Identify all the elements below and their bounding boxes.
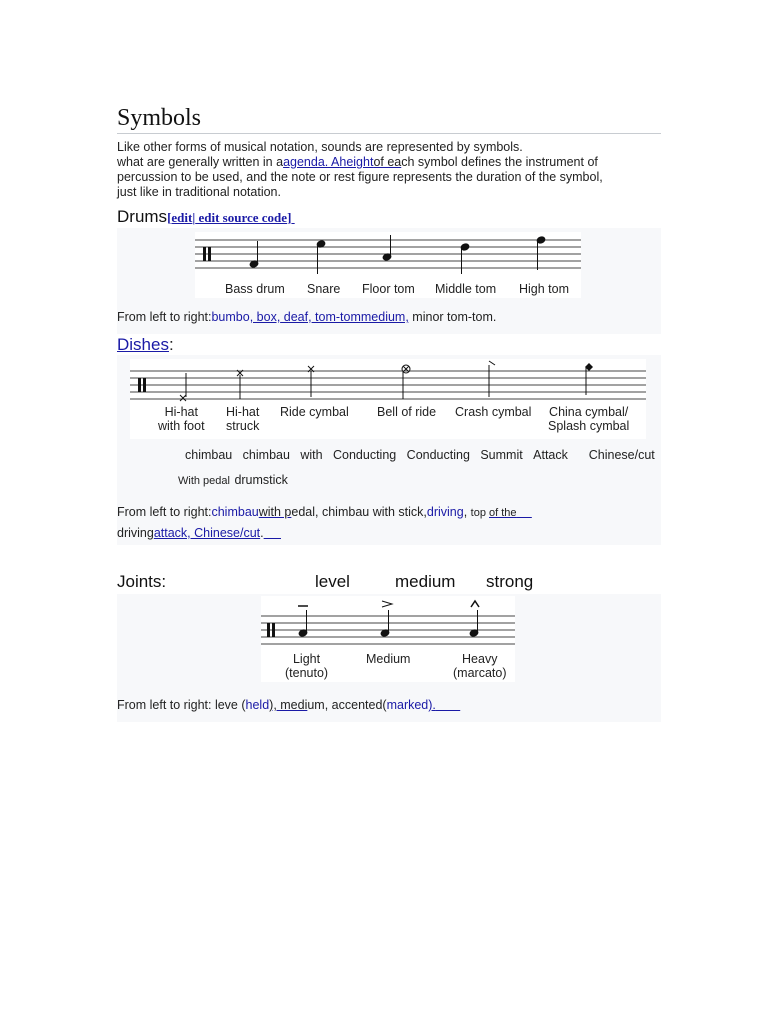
driving-link[interactable]: driving — [426, 505, 464, 519]
drum-label-high-tom: High tom — [519, 282, 570, 296]
joints-staff-image — [261, 596, 515, 682]
joint-label-light: Light (tenuto) — [285, 652, 329, 680]
height-link[interactable]: height — [339, 155, 374, 169]
edit-source-link[interactable]: edit source code — [195, 210, 288, 225]
joints-heading-text: Joints: — [117, 572, 167, 591]
dishes-translation-row-2: With pedal drumstick — [178, 473, 288, 487]
top-link[interactable]: of the — [489, 507, 517, 519]
drums-panel — [117, 228, 661, 334]
drum-label-floor-tom: Floor tom — [362, 282, 415, 296]
dish-label-ride: Ride cymbal — [280, 405, 349, 419]
intro-line-4: just like in traditional notation. — [117, 185, 281, 199]
accent-mark — [382, 601, 392, 607]
chimbau-link[interactable]: chimbau — [211, 505, 259, 519]
intro-line-1: Like other forms of musical notation, sounds are represented by symbols. — [117, 140, 523, 154]
deaf-link[interactable]: deaf, — [280, 310, 312, 324]
agenda-link[interactable]: agenda. A — [283, 155, 340, 169]
drum-label-middle-tom: Middle tom — [435, 282, 497, 296]
drum-label-snare: Snare — [307, 282, 341, 296]
attack-chinese-link[interactable]: attack, Chinese/cut — [153, 526, 261, 540]
drums-caption: From left to right:bumbo, box, deaf, tom-tommedium, minor tom-tom. — [117, 310, 497, 324]
title-rule — [117, 133, 661, 134]
box-link[interactable]: , box, — [249, 310, 281, 324]
intro-paragraph — [117, 140, 677, 200]
joints-heading-medium: medium — [395, 572, 456, 591]
dish-label-china: China cymbal/ Splash cymbal — [548, 405, 630, 433]
dish-label-hihat-foot: Hi-hat with foot — [158, 405, 205, 433]
dishes-translation-row: chimbau chimbau with Conducting Conducting Summit Attack Chinese/cut — [185, 448, 655, 462]
dishes-panel — [117, 355, 661, 545]
joints-panel — [117, 594, 661, 722]
drum-label-bass: Bass drum — [225, 282, 285, 296]
edit-link[interactable]: edit — [171, 210, 193, 225]
tom-tom-link[interactable]: tom-tom — [311, 310, 361, 324]
joint-label-medium: Medium — [366, 652, 411, 666]
dish-label-bell: Bell of ride — [377, 405, 437, 419]
joints-caption: From left to right: leve (held), medium, accented(marked). — [117, 698, 460, 713]
dish-label-hihat-struck: Hi-hat struck — [226, 405, 260, 433]
dish-label-crash: Crash cymbal — [455, 405, 532, 419]
marcato-mark — [471, 601, 479, 607]
drums-staff-image — [195, 232, 581, 298]
bumbo-link[interactable]: bumbo — [211, 310, 250, 324]
intro-line-3: percussion to be used, and the note or rest figure represents the duration of the symbol, — [117, 170, 603, 184]
joints-heading-strong: strong — [486, 572, 534, 591]
joints-heading — [117, 572, 661, 594]
dishes-heading: Dishes: — [117, 335, 174, 354]
dishes-caption: From left to right:chimbauwith pedal, chimbau with stick,driving, top of the drivingattack, Chinese/cut. — [117, 502, 657, 543]
with-pedal-link[interactable]: with p — [258, 505, 292, 519]
drums-heading-text: Drums — [117, 207, 168, 226]
each-link[interactable]: of ea — [373, 155, 402, 169]
page-title: Symbols — [117, 105, 202, 131]
held-link[interactable]: held — [245, 698, 270, 712]
joint-label-heavy: Heavy (marcato) — [453, 652, 507, 680]
intro-line-2: what are generally written in aagenda. Aheightof each symbol defines the instrument of — [117, 155, 598, 169]
medium-joint-link[interactable]: ), medi — [269, 698, 308, 712]
marked-link[interactable]: marked — [386, 698, 429, 712]
medium-link[interactable]: medium, — [360, 310, 409, 324]
marked-close-link[interactable]: ). — [428, 698, 436, 712]
dishes-link[interactable]: Dishes — [117, 335, 169, 354]
joints-heading-level: level — [315, 572, 350, 591]
dishes-staff-image — [130, 359, 646, 439]
drums-heading: Drums[edit| edit source code] — [117, 207, 292, 226]
